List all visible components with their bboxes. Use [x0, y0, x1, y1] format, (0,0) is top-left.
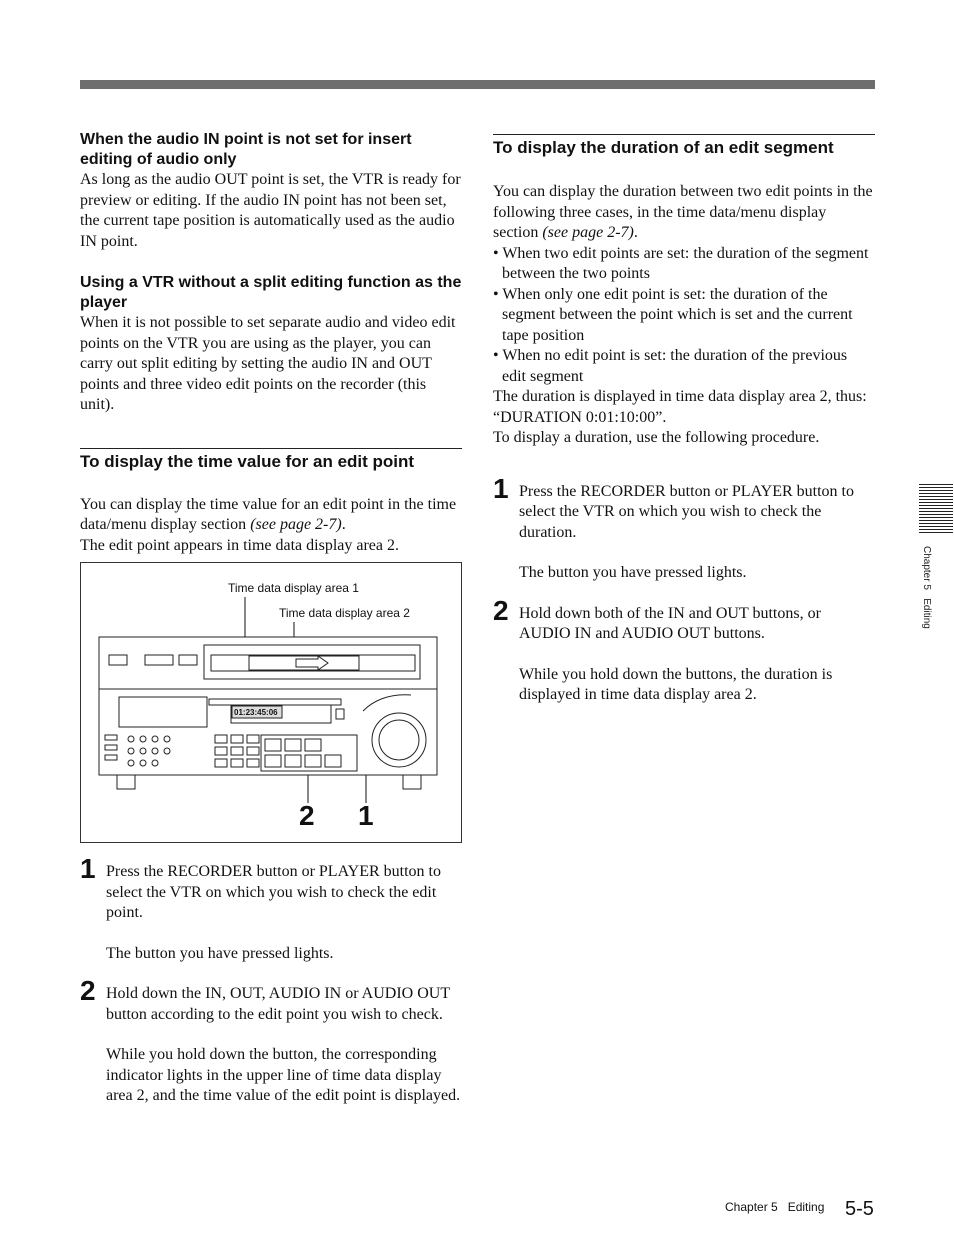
callout-time-data-area-1: Time data display area 1	[228, 581, 359, 595]
callout-number-2: 2	[299, 800, 315, 831]
right-step-2	[493, 594, 875, 706]
step-text: Hold down the IN, OUT, AUDIO IN or AUDIO OUT button according to the edit point you wish to check.	[106, 985, 450, 1023]
step-number: 2	[80, 975, 96, 1006]
paragraph-edit-point-area: The edit point appears in time data display area 2.	[80, 536, 399, 554]
timecode-display: 01:23:45:06	[234, 708, 278, 717]
paragraph-audio-in: As long as the audio OUT point is set, the VTR is ready for preview or editing. If the audio IN point has not been set, the current tape position is automatically used as the audio IN point.	[80, 171, 461, 250]
vtr-front-panel-illustration	[81, 563, 461, 842]
step-note: The button you have pressed lights.	[106, 944, 334, 962]
chapter-tab-marker	[919, 484, 953, 534]
bullet-two-points: • When two edit points are set: the duration of the segment between the two points	[493, 244, 869, 282]
section-heading-time-value: To display the time value for an edit point	[80, 448, 462, 472]
step-text: Press the RECORDER button or PLAYER button to select the VTR on which you wish to check the edit point.	[106, 863, 441, 921]
paragraph-split-editing: When it is not possible to set separate audio and video edit points on the VTR you are using as the player, you can carry out split editing by setting the audio IN and OUT points and three video edit points on the recorder (this unit).	[80, 314, 456, 413]
step-note: The button you have pressed lights.	[519, 564, 747, 581]
left-column	[80, 130, 462, 556]
paragraph-duration-display: The duration is displayed in time data display area 2, thus: “DURATION 0:01:10:00”.	[493, 388, 867, 426]
right-column	[493, 130, 875, 706]
vtr-figure	[80, 562, 462, 843]
top-rule	[80, 80, 875, 89]
step-text: Hold down both of the IN and OUT buttons, or AUDIO IN and AUDIO OUT buttons.	[519, 604, 821, 642]
step-number: 1	[80, 853, 96, 884]
subheading-split-editing: Using a VTR without a split editing function as the player	[80, 274, 462, 311]
step-note: While you hold down the buttons, the duration is displayed in time data display area 2.	[519, 665, 833, 703]
right-step-1	[493, 472, 875, 584]
step-number: 1	[493, 472, 509, 504]
step-note: While you hold down the button, the corresponding indicator lights in the upper line of time data display area 2, and the time value of the edit point is displayed.	[106, 1046, 461, 1104]
left-steps	[80, 853, 462, 1107]
paragraph-duration-intro: You can display the duration between two edit points in the following three cases, in the time data/menu display section (see page 2-7).	[493, 183, 873, 241]
page-number: 5-5	[845, 1198, 874, 1220]
callout-number-1: 1	[358, 800, 374, 831]
bullet-one-point: • When only one edit point is set: the duration of the segment between the point which is set and the current tape position	[493, 285, 853, 344]
subheading-audio-in: When the audio IN point is not set for insert editing of audio only	[80, 131, 412, 168]
step-number: 2	[493, 594, 509, 626]
paragraph-procedure-intro: To display a duration, use the following procedure.	[493, 429, 820, 446]
chapter-tab-label: Chapter 5 Editing	[921, 546, 932, 629]
left-step-1	[80, 853, 462, 964]
bullet-no-point: • When no edit point is set: the duration of the previous edit segment	[493, 347, 848, 385]
section-heading-duration: To display the duration of an edit segment	[493, 134, 875, 158]
footer-chapter: Chapter 5 Editing	[725, 1200, 825, 1214]
left-step-2	[80, 975, 462, 1107]
callout-time-data-area-2: Time data display area 2	[279, 606, 410, 620]
step-text: Press the RECORDER button or PLAYER button to select the VTR on which you wish to check the duration.	[519, 482, 854, 541]
paragraph-time-value: You can display the time value for an edit point in the time data/menu display section (see page 2-7).	[80, 495, 457, 533]
